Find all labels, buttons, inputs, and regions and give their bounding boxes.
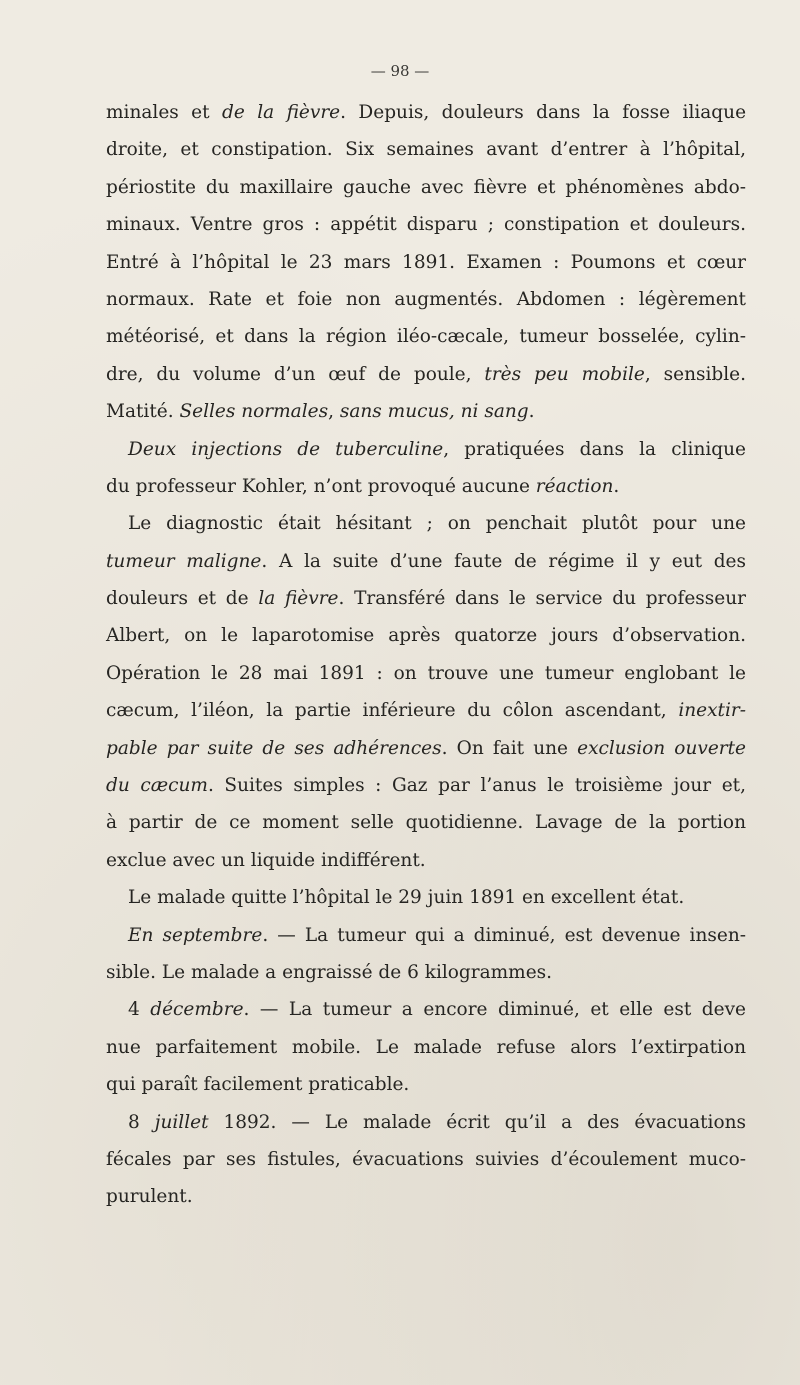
text-line — [106, 1104, 746, 1141]
italic-text: tumeur maligne — [106, 550, 262, 572]
text-segment: Albert, on le laparotomise après quatorze jours d’observation. — [106, 625, 746, 647]
text-segment: minales et — [106, 102, 222, 123]
text-segment: Le malade quitte l’hôpital le 29 juin 1891 en excellent état. — [128, 887, 685, 909]
italic-text: Deux injections de tuberculine — [128, 438, 444, 460]
text-line — [106, 730, 746, 767]
text-line — [106, 505, 746, 542]
text-line — [106, 244, 746, 281]
text-segment: exclue avec un liquide indifférent. — [106, 849, 426, 871]
text-segment: 8 — [128, 1111, 155, 1133]
text-segment: Entré à l’hôpital le 23 mars 1891. Examen : Poumons et cœur — [106, 251, 746, 273]
text-line — [106, 1178, 746, 1215]
text-line — [106, 879, 746, 916]
text-segment: . — La tumeur qui a diminué, est devenue insen- — [262, 924, 746, 946]
text-line — [106, 991, 746, 1028]
text-line — [106, 580, 746, 617]
italic-text: En septembre — [128, 924, 263, 946]
text-line — [106, 318, 746, 355]
text-line — [106, 1141, 746, 1178]
text-segment: Matité. — [106, 401, 180, 423]
italic-text: Selles normales — [179, 401, 329, 423]
text-line — [106, 804, 746, 841]
text-line — [106, 917, 746, 954]
italic-text: exclusion ouverte — [577, 737, 746, 759]
text-segment: cæcum, l’iléon, la partie inférieure du côlon ascendant, — [106, 700, 679, 722]
text-segment: , sensible. — [644, 363, 747, 385]
italic-text: inextir- — [678, 700, 746, 722]
italic-text: pable par suite de ses adhérences — [106, 737, 442, 759]
text-line — [106, 617, 746, 654]
italic-text: juillet — [154, 1111, 209, 1133]
text-segment: nue parfaitement mobile. Le malade refuse alors l’extirpation — [106, 1036, 746, 1058]
italic-text: très peu mobile — [484, 363, 645, 385]
text-segment: . Transféré dans le service du professeur — [338, 588, 747, 610]
text-segment: qui paraît facilement praticable. — [106, 1074, 410, 1096]
text-line — [106, 281, 746, 318]
italic-text: sans mucus, ni sang — [339, 401, 529, 423]
text-segment: 1892. — Le malade écrit qu’il a des évacuations — [208, 1111, 747, 1133]
text-line — [106, 655, 746, 692]
text-segment: . — [613, 475, 620, 497]
text-segment: du professeur Kohler, n’ont provoqué aucune — [106, 475, 536, 497]
italic-text: décembre — [150, 999, 244, 1021]
text-segment: sible. Le malade a engraissé de 6 kilogrammes. — [106, 961, 553, 983]
italic-text: du cæcum — [106, 775, 208, 797]
italic-text: de la fièvre — [222, 102, 341, 123]
text-segment: Opération le 28 mai 1891 : on trouve une tumeur englobant le — [106, 662, 746, 684]
text-line — [106, 206, 746, 243]
text-segment: météorisé, et dans la région iléo-cæcale, tumeur bosselée, cylin- — [106, 326, 746, 348]
text-line — [106, 767, 746, 804]
text-segment: douleurs et de — [106, 588, 259, 610]
text-segment: purulent. — [106, 1186, 193, 1208]
text-segment: . — La tumeur a encore diminué, et elle est deve — [243, 999, 746, 1021]
text-line — [106, 468, 746, 505]
text-line — [106, 1029, 746, 1066]
text-segment: Le diagnostic était hésitant ; on penchait plutôt pour une — [128, 513, 746, 535]
text-segment: à partir de ce moment selle quotidienne. Lavage de la portion — [106, 812, 746, 834]
text-line — [106, 131, 746, 168]
text-segment: . A la suite d’une faute de régime il y eut des — [261, 550, 746, 572]
text-segment: . Suites simples : Gaz par l’anus le troisième jour et, — [207, 775, 746, 797]
text-segment: normaux. Rate et foie non augmentés. Abdomen : légèrement — [106, 288, 746, 310]
text-line — [106, 94, 746, 131]
text-line — [106, 169, 746, 206]
text-line — [106, 692, 746, 729]
text-segment: minaux. Ventre gros : appétit disparu ; constipation et douleurs. — [106, 214, 746, 236]
text-line — [106, 393, 746, 430]
italic-text: réaction — [535, 475, 614, 497]
text-line — [106, 1066, 746, 1103]
text-line — [106, 431, 746, 468]
text-line — [106, 543, 746, 580]
text-segment: dre, du volume d’un œuf de poule, — [106, 363, 485, 385]
text-segment: , pratiquées dans la clinique — [443, 438, 746, 460]
page-number: — 98 — — [370, 62, 430, 80]
text-line — [106, 356, 746, 393]
text-segment: 4 — [128, 999, 151, 1021]
text-segment: , — [328, 401, 340, 423]
text-line — [106, 842, 746, 879]
text-segment: fécales par ses fistules, évacuations suivies d’écoulement muco- — [106, 1148, 746, 1170]
text-segment: périostite du maxillaire gauche avec fièvre et phénomènes abdo- — [106, 176, 746, 198]
body-text — [106, 94, 746, 1216]
text-segment: . — [528, 401, 535, 423]
text-segment: . On fait une — [441, 737, 578, 759]
italic-text: la fièvre — [258, 588, 339, 610]
text-segment: droite, et constipation. Six semaines avant d’entrer à l’hôpital, — [106, 139, 746, 161]
text-line — [106, 954, 746, 991]
text-segment: . Depuis, douleurs dans la fosse iliaque — [340, 102, 747, 123]
